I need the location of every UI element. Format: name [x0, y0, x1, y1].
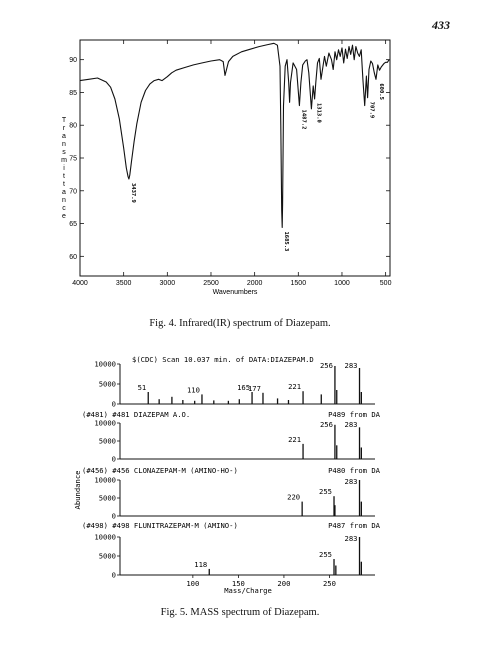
ir-y-axis-label-char: m: [61, 157, 67, 164]
ms-peak-label: 283: [344, 420, 358, 429]
ms-peak-label: 177: [247, 383, 261, 393]
ir-x-tick-label: 1500: [290, 280, 307, 287]
ir-x-tick-label: 4000: [72, 280, 88, 287]
ms-y-tick-label: 0: [111, 570, 116, 580]
ir-x-tick-label: 3500: [115, 280, 132, 287]
ir-y-axis-label-char: i: [63, 165, 65, 172]
ms-peak-label: 255: [319, 487, 333, 497]
ir-y-tick-label: 60: [69, 253, 77, 261]
ir-y-tick-label: 90: [69, 57, 77, 65]
ms-peak-label: 283: [344, 361, 358, 370]
ms-peak-label: 283: [344, 477, 358, 486]
fig4-caption: Fig. 4. Infrared(IR) spectrum of Diazepam.: [149, 318, 331, 329]
page-number: 433: [432, 18, 450, 32]
ms-y-tick-label: 5000: [98, 493, 116, 503]
ms-panel-header: $(CDC) Scan 10.037 min. of DATA:DIAZEPAM.D: [132, 355, 314, 364]
ir-y-axis-label-char: n: [62, 197, 66, 204]
ms-peak-label: 51: [137, 383, 147, 392]
ms-peak-label: 110: [186, 385, 200, 395]
ms-peak-label: 283: [344, 534, 358, 543]
ms-peak-label: 220: [287, 492, 301, 502]
ms-peak-label: 256: [319, 361, 333, 370]
ms-x-tick-label: 150: [231, 579, 245, 588]
ir-y-axis-label-char: a: [62, 133, 66, 140]
ir-spectrum-chart: [44, 36, 404, 298]
ir-y-axis-label-char: t: [63, 181, 65, 188]
ir-transmittance-line: [80, 43, 389, 227]
ms-x-tick-label: 250: [322, 579, 336, 588]
ir-x-tick-label: 3000: [159, 280, 176, 287]
ms-y-tick-label: 5000: [98, 551, 116, 561]
ir-y-axis-label-char: T: [61, 117, 67, 124]
ms-panel-header: (#456) #456 CLONAZEPAM-M (AMINO-HO-): [82, 466, 238, 475]
ms-y-tick-label: 0: [111, 399, 116, 409]
ir-y-tick-label: 75: [69, 155, 77, 163]
ms-x-axis-label: Mass/Charge: [224, 586, 272, 595]
ms-panel-reference: P487 from DA: [328, 521, 380, 530]
ir-y-tick-label: 70: [69, 188, 77, 196]
ir-peak-label: 1685.3: [283, 231, 290, 252]
ir-peak-label: 3437.9: [130, 182, 137, 203]
ir-x-tick-label: 2000: [246, 280, 263, 287]
ir-peak-label: 1487.2: [300, 109, 307, 130]
ir-x-tick-label: 2500: [203, 280, 219, 287]
ms-y-tick-label: 5000: [98, 436, 116, 446]
ir-y-axis-label-char: n: [62, 141, 66, 148]
fig5-caption: Fig. 5. MASS spectrum of Diazepam.: [160, 607, 320, 618]
ir-y-axis-label-char: r: [62, 125, 66, 132]
ir-peak-label: 707.9: [368, 101, 375, 119]
ir-y-axis-label-char: e: [62, 213, 66, 220]
ir-plot-frame: [80, 40, 390, 276]
ir-x-tick-label: 1000: [334, 280, 350, 287]
ir-y-tick-label: 65: [69, 221, 77, 229]
ms-y-tick-label: 10000: [94, 359, 116, 369]
ir-x-axis-label: Wavenumbers: [212, 289, 258, 296]
ms-x-tick-label: 100: [186, 579, 200, 588]
ms-y-tick-label: 0: [111, 454, 116, 464]
ms-panel-header: (#498) #498 FLUNITRAZEPAM-M (AMINO-): [82, 521, 238, 530]
ms-peak-label: 165: [237, 383, 251, 392]
ms-peak-label: 256: [319, 420, 333, 429]
ms-peak-label: 221: [288, 434, 302, 444]
ir-y-axis-label-char: s: [62, 149, 66, 156]
ir-y-tick-label: 85: [69, 89, 77, 97]
ms-y-tick-label: 10000: [94, 475, 116, 485]
ms-panel-header: (#481) #481 DIAZEPAM A.O.: [82, 410, 191, 419]
ms-y-tick-label: 5000: [98, 379, 116, 389]
ms-peak-label: 221: [288, 382, 302, 392]
ir-peak-label: 600.5: [377, 83, 384, 100]
ir-y-axis-label-char: c: [62, 205, 66, 212]
ms-x-tick-label: 200: [277, 579, 291, 588]
ms-panel-reference: P489 from DA: [328, 410, 380, 419]
ms-panel-reference: P480 from DA: [328, 466, 380, 475]
ir-peak-label: 1313.0: [315, 103, 322, 123]
ms-y-axis-label: Abundance: [73, 470, 82, 510]
ir-x-tick-label: 500: [379, 280, 392, 287]
ms-y-tick-label: 10000: [94, 418, 116, 428]
ir-y-axis-label-char: a: [62, 189, 66, 196]
ir-y-axis-label-char: t: [63, 173, 65, 180]
ms-peak-label: 255: [319, 550, 333, 560]
ir-y-tick-label: 80: [69, 122, 77, 130]
ms-y-tick-label: 0: [111, 511, 116, 521]
ms-peak-label: 118: [194, 559, 208, 569]
mass-spectrum-chart: [70, 350, 390, 595]
ms-y-tick-label: 10000: [94, 532, 116, 542]
